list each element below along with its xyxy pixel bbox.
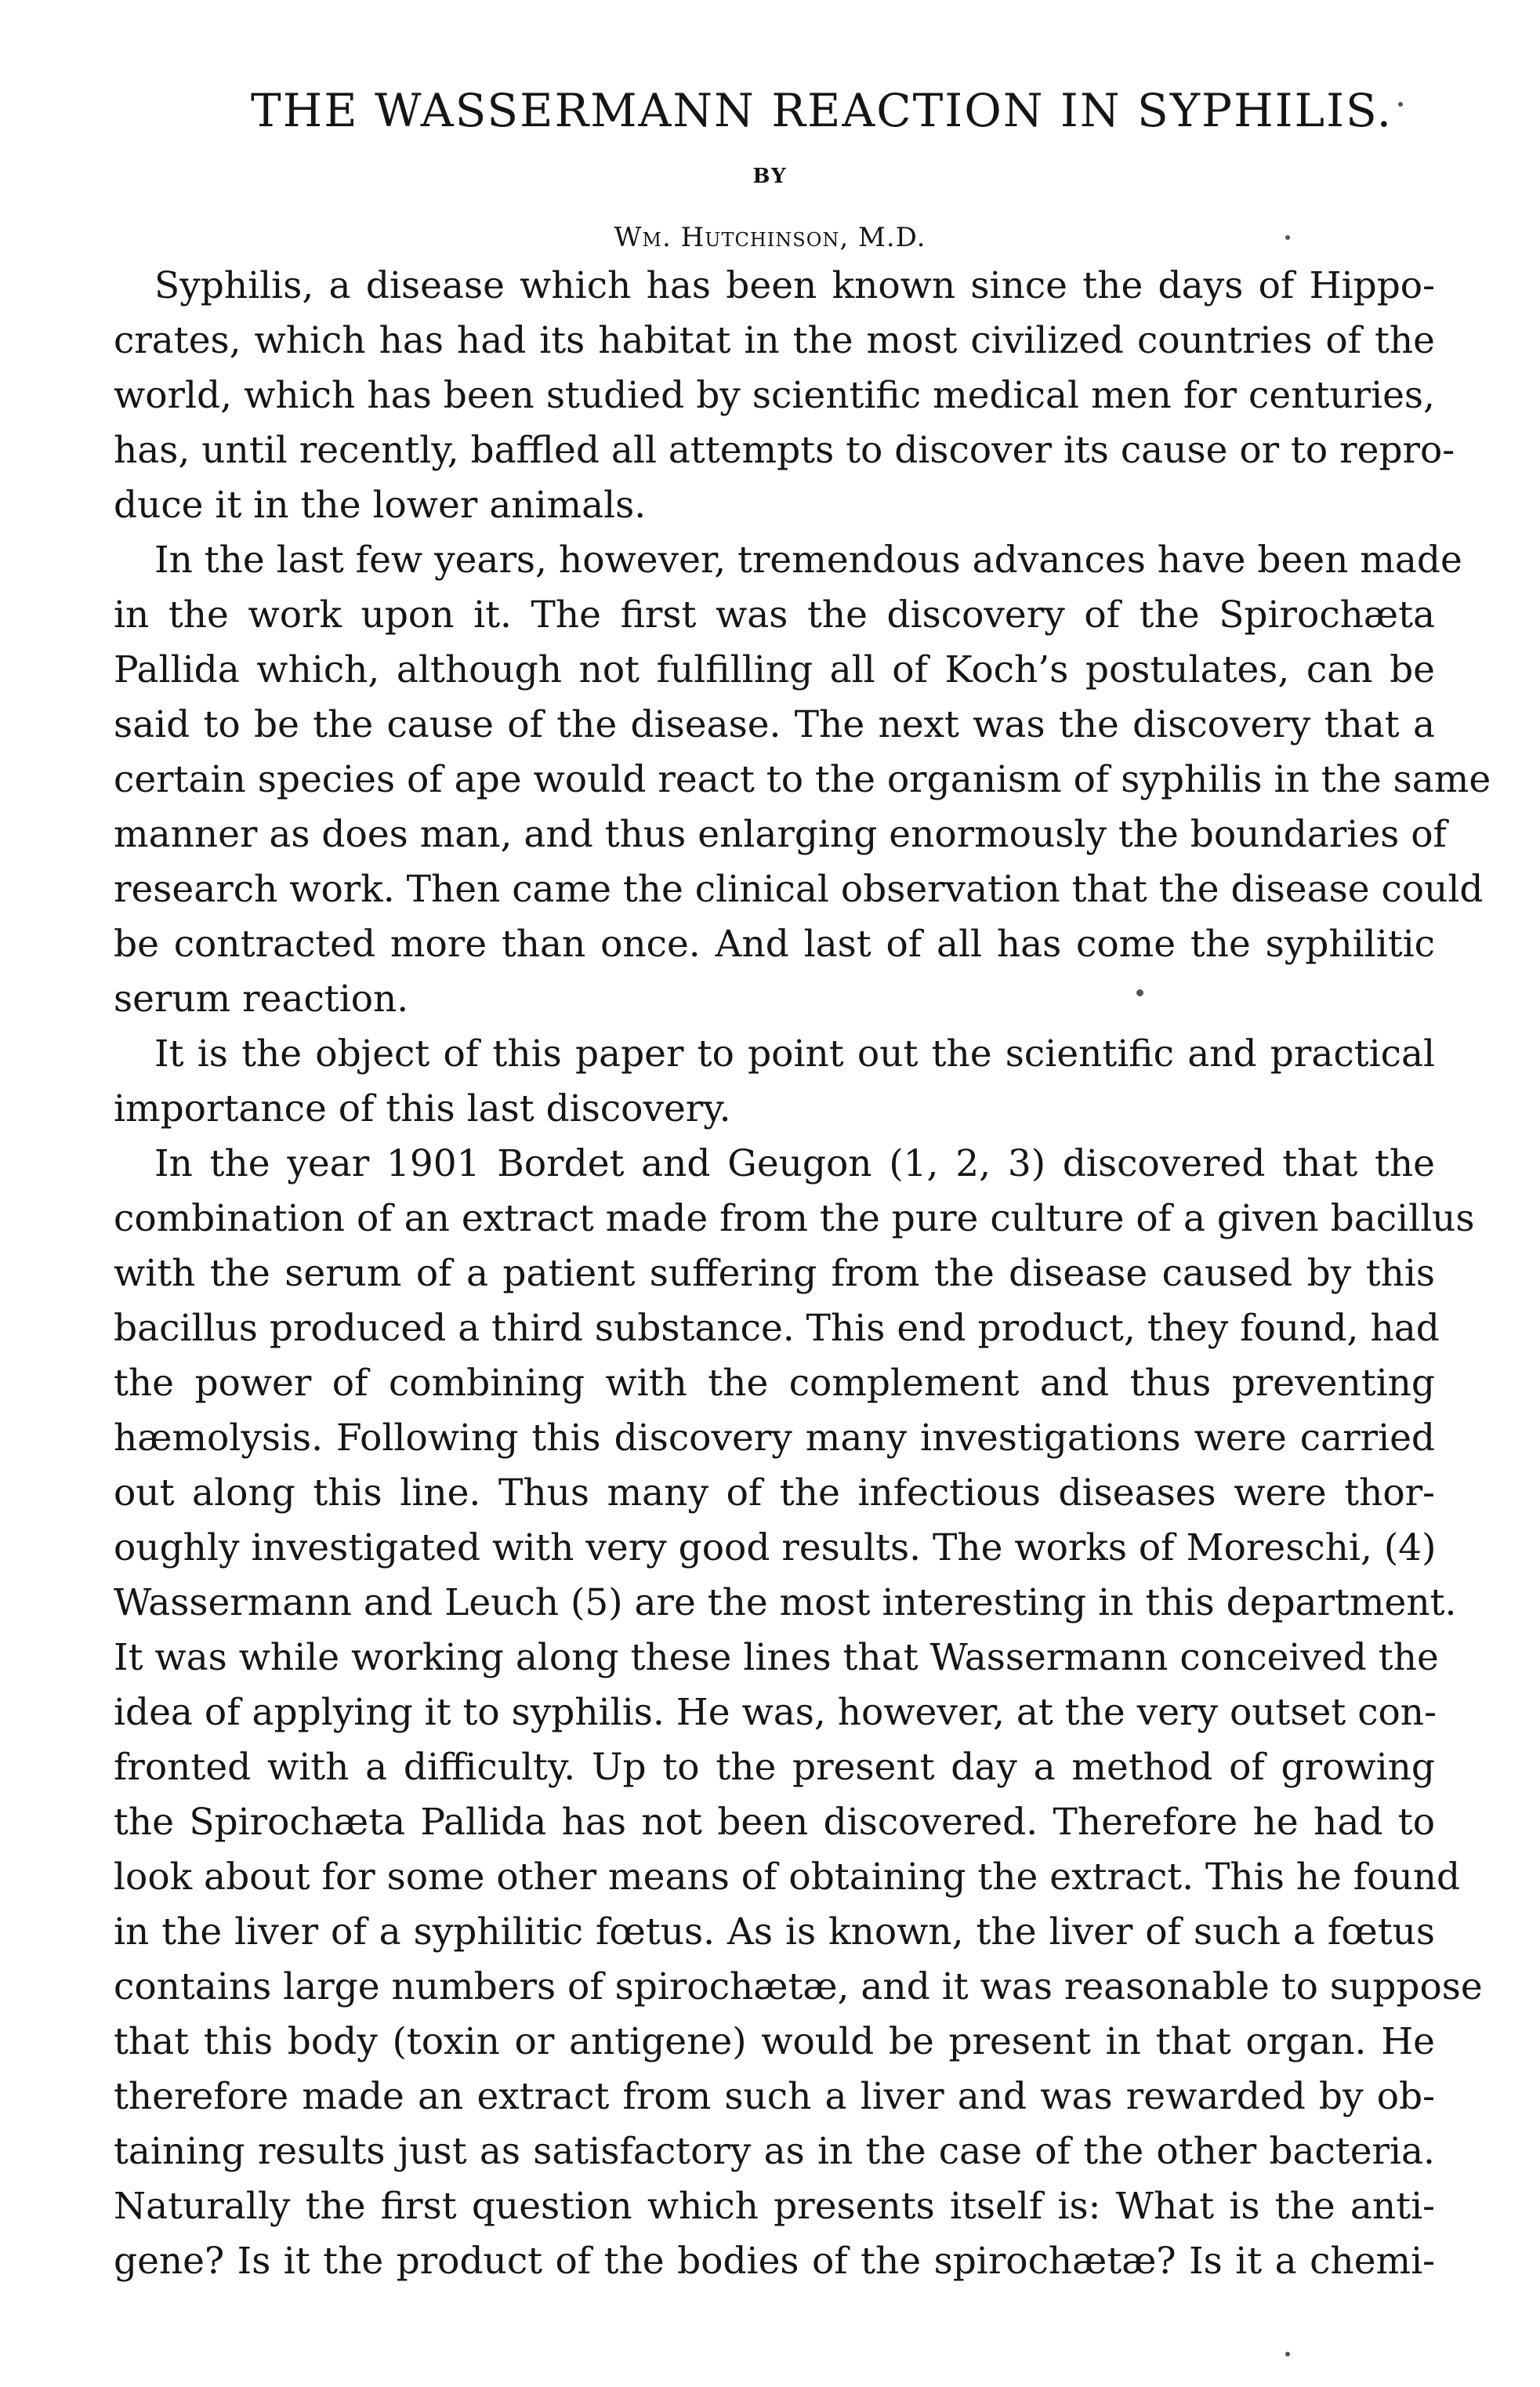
text-line: be contracted more than once. And last of all has come the syphilitic	[114, 923, 1435, 966]
text-line: crates, which has had its habitat in the most civilized countries of the	[114, 319, 1435, 362]
text-line: world, which has been studied by scientific medical men for centuries,	[114, 374, 1435, 417]
text-line: Syphilis, a disease which has been known since the days of Hippo-	[154, 264, 1435, 307]
text-line: said to be the cause of the disease. The next was the discovery that a	[114, 703, 1435, 746]
text-line: out along this line. Thus many of the infectious diseases were thor-	[114, 1471, 1435, 1515]
scan-speck	[1285, 235, 1290, 240]
text-line: fronted with a difficulty. Up to the present day a method of growing	[114, 1746, 1435, 1789]
text-line: certain species of ape would react to the organism of syphilis in the same	[114, 758, 1491, 801]
scan-speck	[1398, 102, 1403, 107]
text-line: Naturally the first question which presents itself is: What is the anti-	[114, 2185, 1435, 2228]
text-line: in the work upon it. The first was the discovery of the Spirochæta	[114, 593, 1435, 637]
text-line: It was while working along these lines that Wassermann conceived the	[114, 1636, 1439, 1679]
article-title: THE WASSERMANN REACTION IN SYPHILIS.	[251, 84, 1393, 137]
text-line: manner as does man, and thus enlarging enormously the boundaries of	[114, 813, 1447, 856]
text-line: importance of this last discovery.	[114, 1087, 731, 1130]
scan-speck	[1136, 989, 1143, 996]
scan-speck	[1285, 2352, 1290, 2356]
author-name: Wm. Hutchinson, M.D.	[614, 222, 926, 253]
text-line: therefore made an extract from such a liver and was rewarded by ob-	[114, 2075, 1435, 2118]
text-line: idea of applying it to syphilis. He was, however, at the very outset con-	[114, 1691, 1437, 1734]
text-line: contains large numbers of spirochætæ, and it was reasonable to suppose	[114, 1965, 1483, 2008]
text-line: In the last few years, however, tremendous advances have been made	[154, 539, 1462, 582]
text-line: in the liver of a syphilitic fœtus. As is known, the liver of such a fœtus	[114, 1910, 1435, 1953]
text-line: bacillus produced a third substance. This end product, they found, had	[114, 1307, 1440, 1350]
text-line: In the year 1901 Bordet and Geugon (1, 2, 3) discovered that the	[154, 1142, 1435, 1185]
text-line: look about for some other means of obtaining the extract. This he found	[114, 1856, 1461, 1899]
article-body	[114, 259, 1491, 2289]
text-line: It is the object of this paper to point out the scientific and practical	[154, 1032, 1435, 1076]
text-line: duce it in the lower animals.	[114, 484, 647, 527]
text-line: the power of combining with the complement and thus preventing	[114, 1362, 1435, 1405]
text-line: gene? Is it the product of the bodies of the spirochætæ? Is it a chemi-	[114, 2240, 1435, 2283]
text-line: combination of an extract made from the pure culture of a given bacillus	[114, 1197, 1475, 1240]
text-line: research work. Then came the clinical observation that the disease could	[114, 868, 1484, 911]
text-line: oughly investigated with very good results. The works of Moreschi, (4)	[114, 1526, 1437, 1569]
text-line: with the serum of a patient suffering from the disease caused by this	[114, 1252, 1435, 1295]
text-line: hæmolysis. Following this discovery many investigations were carried	[114, 1417, 1435, 1460]
text-line: has, until recently, baffled all attempts to discover its cause or to repro-	[114, 429, 1455, 472]
text-line: Wassermann and Leuch (5) are the most interesting in this department.	[114, 1581, 1457, 1624]
text-line: Pallida which, although not fulfilling all of Koch’s postulates, can be	[114, 648, 1435, 691]
byline: BY	[752, 165, 788, 188]
text-line: that this body (toxin or antigene) would be present in that organ. He	[114, 2020, 1435, 2063]
text-line: the Spirochæta Pallida has not been discovered. Therefore he had to	[114, 1801, 1435, 1844]
text-line: taining results just as satisfactory as in the case of the other bacteria.	[114, 2130, 1435, 2173]
text-line: serum reaction.	[114, 978, 409, 1021]
